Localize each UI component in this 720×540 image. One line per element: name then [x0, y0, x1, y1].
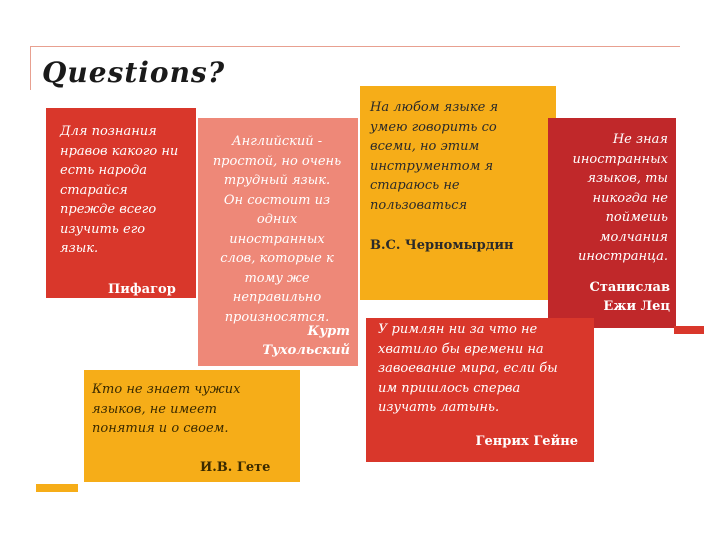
quote-text: У римлян ни за что не хватило бы времени на завоевание мира, если бы им пришлось сперва изучать латынь.	[378, 322, 558, 415]
quote-card-lec	[548, 118, 676, 328]
quote-card-tucholsky	[198, 118, 358, 366]
quote-author: Пифагор	[108, 282, 176, 297]
quote-text: Английский - простой, но очень трудный язык. Он состоит из одних иностранных слов, которые к тому же неправильно произносятся.	[212, 134, 342, 325]
quote-author: Курт Тухольский	[262, 324, 350, 358]
quote-card-heine	[366, 318, 594, 462]
decorative-bar	[36, 484, 78, 492]
quote-author: Станислав Ежи Лец	[589, 280, 670, 314]
quote-text: На любом языке я умею говорить со всеми, но этим инструментом я стараюсь не пользоваться	[370, 100, 499, 213]
top-divider-line	[30, 46, 680, 47]
quote-author: Генрих Гейне	[475, 434, 578, 449]
slide-title: Questions?	[42, 56, 226, 89]
quote-card-goethe	[84, 370, 300, 482]
left-divider-line	[30, 46, 31, 90]
quote-text: Кто не знает чужих языков, не имеет понятия и о своем.	[92, 382, 241, 436]
quote-author: В.С. Черномырдин	[370, 238, 514, 253]
quote-card-pythagoras	[46, 108, 196, 298]
decorative-bar	[674, 326, 704, 334]
quote-text: Для познания нравов какого ни есть народа старайся прежде всего изучить его язык.	[60, 124, 179, 256]
quote-card-chernomyrdin	[360, 86, 556, 300]
quote-text: Не зная иностранных языков, ты никогда не поймешь молчания иностранца.	[572, 132, 668, 264]
quote-author: И.В. Гете	[200, 460, 271, 475]
